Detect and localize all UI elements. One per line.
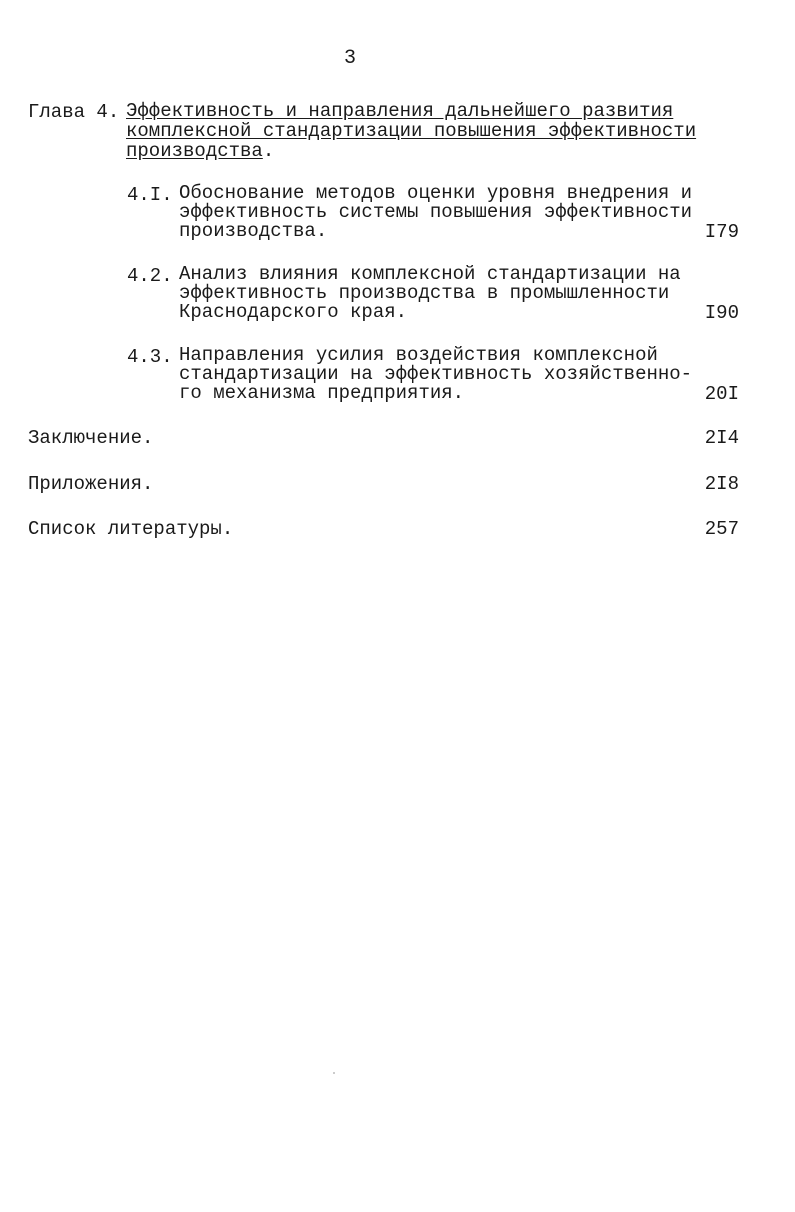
section-title-line: Обоснование методов оценки уровня внедрения и xyxy=(179,182,693,204)
section-title-line: эффективность системы повышения эффективности xyxy=(179,201,693,223)
entry-page: 2I8 xyxy=(704,473,739,495)
section-number: 4.2. xyxy=(127,265,173,287)
section-number: 4.I. xyxy=(127,184,173,206)
chapter-title-end: . xyxy=(262,140,275,162)
section-page: I90 xyxy=(704,302,739,324)
section-number: 4.3. xyxy=(127,346,173,368)
section-title-line: го механизма предприятия. xyxy=(179,382,465,404)
section-title-line: Анализ влияния комплексной стандартизации на xyxy=(179,263,681,285)
entry-page: 2I4 xyxy=(704,427,739,449)
section-title-line: стандартизации на эффективность хозяйственно- xyxy=(179,363,693,385)
chapter-title-line: комплексной стандартизации повышения эффективности xyxy=(126,120,697,142)
section-title xyxy=(179,265,679,322)
entry-label: Список литературы. xyxy=(28,518,234,540)
section-title-line: производства. xyxy=(179,220,328,242)
chapter-title-last-line xyxy=(126,141,686,161)
section-title-line: Краснодарского края. xyxy=(179,301,408,323)
chapter-title xyxy=(126,100,697,162)
entry-label: Приложения. xyxy=(28,473,154,495)
chapter-title-line: производства xyxy=(126,140,263,162)
section-page: 20I xyxy=(704,383,739,405)
section-title xyxy=(179,344,693,404)
toc-section-4-1 xyxy=(127,184,739,244)
entry-page: 257 xyxy=(704,518,739,540)
chapter-title-line: Эффективность и направления дальнейшего развития xyxy=(126,100,674,122)
paper-speck xyxy=(333,1072,335,1074)
chapter-label: Глава 4. xyxy=(28,101,120,123)
section-title-line: эффективность производства в промышленности xyxy=(179,282,670,304)
toc-section-4-2 xyxy=(127,265,739,325)
section-page: I79 xyxy=(704,221,739,243)
entry-label: Заключение. xyxy=(28,427,154,449)
section-title-line: Направления усилия воздействия комплексной xyxy=(179,344,658,366)
section-title xyxy=(179,182,693,242)
page-number: 3 xyxy=(343,47,356,70)
toc-section-4-3 xyxy=(127,346,739,406)
